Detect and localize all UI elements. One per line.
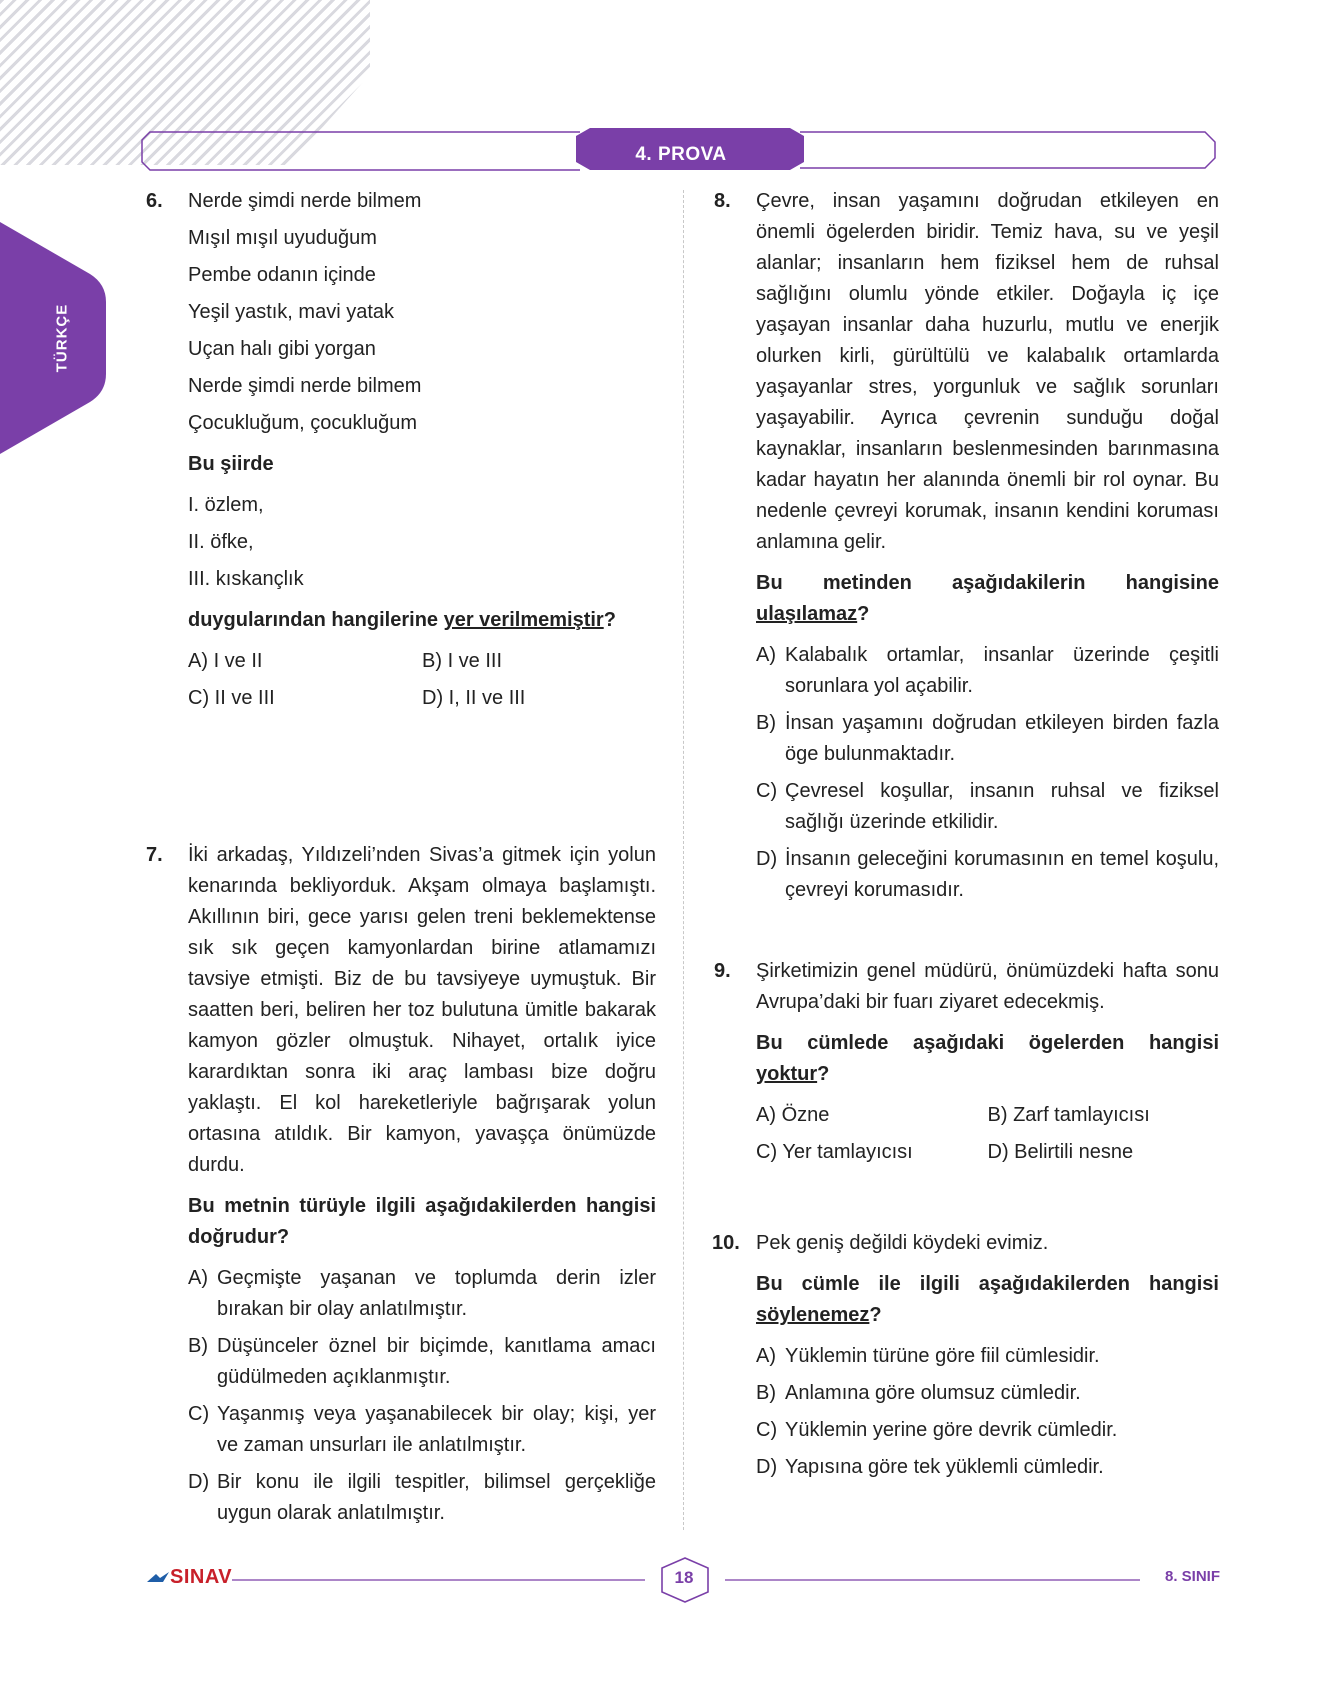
option-b[interactable]: B) Düşünceler öznel bir biçimde, kanıtlama amacı güdülmeden açıklanmıştır.	[188, 1335, 656, 1388]
option-c[interactable]: C) Yer tamlayıcısı	[756, 1141, 913, 1163]
option-b[interactable]: B) İnsan yaşamını doğrudan etkileyen birden fazla öge bulunmaktadır.	[756, 712, 1219, 765]
options	[756, 1100, 1219, 1168]
poem-line: Mışıl mışıl uyuduğum	[188, 227, 377, 249]
question-text: Çevre, insan yaşamını doğrudan etkileyen en önemli ögelerden biridir. Temiz hava, su ve yeşil alanlar; insanların hem fiziksel hem de ruhsal sağlığını olumlu yönde etkiler. Doğayla iç içe yaşayan insanlar daha huzurlu, mutlu ve enerjik olurken kirli, gürültülü ve kalabalık ortamlarda yaşayanlar stres, yorgunluk ve sağlık sorunları yaşayabilir. Ayrıca çevrenin sunduğu doğal kaynaklar, insanların beslenmesinden barınmasına kadar hayatın her alanında önemli bir rol oynar. Bu nedenle çevreyi korumak, insanın kendini koruması anlamına gelir.	[756, 190, 1219, 553]
question-stem: Bu metinden aşağıdakilerin hangisine ulaşılamaz?	[756, 572, 1219, 625]
option-a[interactable]: A) Yüklemin türüne göre fiil cümlesidir.	[756, 1345, 1100, 1367]
subject-label: TÜRKÇE	[53, 303, 71, 373]
question-number: 8.	[714, 190, 731, 212]
question-7	[146, 840, 656, 1529]
brand-name: SINAV	[170, 1566, 233, 1588]
question-stem: Bu cümlede aşağıdaki ögelerden hangisi yoktur?	[756, 1032, 1219, 1085]
option-d[interactable]: D) İnsanın geleceğini korumasının en temel koşulu, çevreyi korumasıdır.	[756, 848, 1219, 901]
option-c[interactable]: C) II ve III	[188, 687, 275, 709]
page-number: 18	[674, 1568, 694, 1587]
option-a[interactable]: A) I ve II	[188, 650, 263, 672]
question-8	[714, 186, 1219, 906]
roman-item: II. öfke,	[188, 531, 254, 553]
option-d[interactable]: D) I, II ve III	[422, 687, 526, 709]
poem-line: Pembe odanın içinde	[188, 264, 376, 286]
header-title: 4. PROVA	[635, 144, 727, 165]
option-b[interactable]: B) I ve III	[422, 650, 503, 672]
option-d[interactable]: D) Bir konu ile ilgili tespitler, bilimsel gerçekliğe uygun olarak anlatılmıştır.	[188, 1471, 656, 1524]
option-c[interactable]: C) Yaşanmış veya yaşanabilecek bir olay; kişi, yer ve zaman unsurları ile anlatılmıştır.	[188, 1403, 656, 1456]
options	[756, 1341, 1219, 1483]
question-number: 6.	[146, 190, 163, 212]
option-b[interactable]: B) Zarf tamlayıcısı	[987, 1104, 1150, 1126]
option-c[interactable]: C) Yüklemin yerine göre devrik cümledir.	[756, 1419, 1118, 1441]
question-number: 9.	[714, 960, 731, 982]
question-stem: duygularından hangilerine yer verilmemiştir?	[188, 609, 616, 631]
brand-bird-icon	[146, 1570, 170, 1586]
column-divider	[683, 190, 684, 1530]
question-intro: Bu şiirde	[188, 453, 274, 475]
question-number: 10.	[712, 1232, 740, 1254]
question-stem: Bu metnin türüyle ilgili aşağıdakilerden hangisi doğrudur?	[188, 1195, 656, 1248]
option-d[interactable]: D) Belirtili nesne	[987, 1141, 1134, 1163]
option-c[interactable]: C) Çevresel koşullar, insanın ruhsal ve fiziksel sağlığı üzerinde etkilidir.	[756, 780, 1219, 833]
poem	[188, 186, 656, 439]
question-stem: Bu cümle ile ilgili aşağıdakilerden hangisi söylenemez?	[756, 1273, 1219, 1326]
question-text: İki arkadaş, Yıldızeli’nden Sivas’a gitmek için yolun kenarında bekliyorduk. Akşam olmaya başlamıştı. Akıllının biri, gece yarısı gelen treni beklemektense sık sık geçen kamyonlardan birine atlamamızı tavsiye etmişti. Biz de bu tavsiyeye uymuştuk. Bir saatten beri, beliren her toz bulutuna ümitle bakarak kamyon gözler olmuştuk. Nihayet, ortalık iyice karardıktan sonra iki araç lambası bize doğru yaklaştı. El kol hareketleriyle bağrışarak yolun ortasına atıldık. Bir kamyon, yavaşça önümüzde durdu.	[188, 844, 656, 1176]
poem-line: Nerde şimdi nerde bilmem	[188, 375, 422, 397]
question-6	[146, 186, 656, 714]
option-d[interactable]: D) Yapısına göre tek yüklemli cümledir.	[756, 1456, 1104, 1478]
options	[188, 646, 656, 714]
option-a[interactable]: A) Özne	[756, 1104, 830, 1126]
poem-line: Yeşil yastık, mavi yatak	[188, 301, 395, 323]
roman-item: I. özlem,	[188, 494, 264, 516]
option-a[interactable]: A) Kalabalık ortamlar, insanlar üzerinde çeşitli sorunlara yol açabilir.	[756, 644, 1219, 697]
options	[756, 640, 1219, 906]
brand-logo	[146, 1566, 232, 1589]
roman-item: III. kıskançlık	[188, 568, 304, 590]
option-a[interactable]: A) Geçmişte yaşanan ve toplumda derin izler bırakan bir olay anlatılmıştır.	[188, 1267, 656, 1320]
question-10	[714, 1228, 1219, 1483]
options	[188, 1263, 656, 1529]
question-number: 7.	[146, 844, 163, 866]
question-9	[714, 956, 1219, 1168]
roman-items	[188, 490, 656, 595]
question-text: Pek geniş değildi köydeki evimiz.	[756, 1232, 1049, 1254]
poem-line: Nerde şimdi nerde bilmem	[188, 190, 422, 212]
poem-line: Uçan halı gibi yorgan	[188, 338, 376, 360]
option-b[interactable]: B) Anlamına göre olumsuz cümledir.	[756, 1382, 1081, 1404]
poem-line: Çocukluğum, çocukluğum	[188, 412, 417, 434]
question-text: Şirketimizin genel müdürü, önümüzdeki hafta sonu Avrupa’daki bir fuarı ziyaret edecekmiş.	[756, 960, 1219, 1013]
grade-label: 8. SINIF	[1164, 1568, 1220, 1585]
